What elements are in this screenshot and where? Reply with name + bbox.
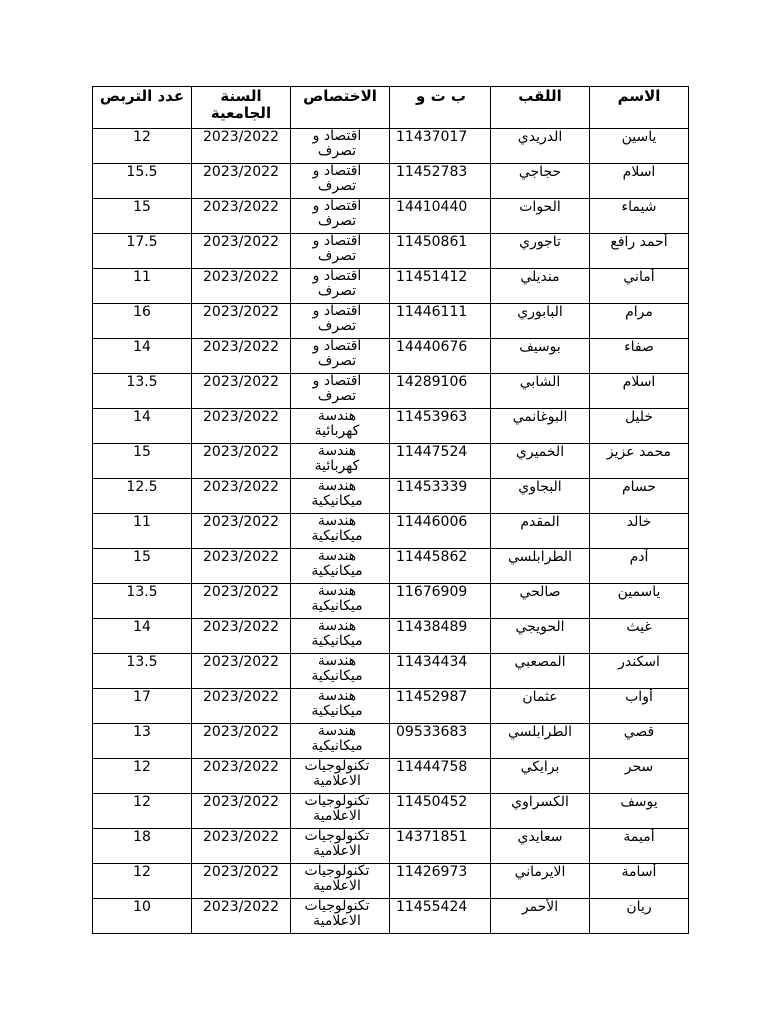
- header-score: عدد التربص: [93, 87, 192, 129]
- cell-first-name: ريان: [590, 899, 689, 934]
- cell-score: 11: [93, 269, 192, 304]
- cell-specialty: تكنولوجيات الاعلامية: [291, 899, 390, 934]
- table-row: [93, 829, 689, 864]
- cell-id-number: 11451412: [390, 269, 491, 304]
- cell-academic-year: 2023/2022: [192, 654, 291, 689]
- cell-score: 12: [93, 759, 192, 794]
- cell-id-number: 14371851: [390, 829, 491, 864]
- cell-first-name: صفاء: [590, 339, 689, 374]
- cell-last-name: الشابي: [491, 374, 590, 409]
- cell-id-number: 11452783: [390, 164, 491, 199]
- cell-academic-year: 2023/2022: [192, 234, 291, 269]
- cell-specialty: اقتصاد و تصرف: [291, 339, 390, 374]
- cell-last-name: الأحمر: [491, 899, 590, 934]
- cell-id-number: 14289106: [390, 374, 491, 409]
- cell-id-number: 11452987: [390, 689, 491, 724]
- cell-academic-year: 2023/2022: [192, 164, 291, 199]
- cell-first-name: أسامة: [590, 864, 689, 899]
- cell-score: 13.5: [93, 654, 192, 689]
- cell-specialty: هندسة ميكانيكية: [291, 724, 390, 759]
- cell-academic-year: 2023/2022: [192, 899, 291, 934]
- cell-academic-year: 2023/2022: [192, 409, 291, 444]
- cell-first-name: خالد: [590, 514, 689, 549]
- cell-academic-year: 2023/2022: [192, 689, 291, 724]
- table-row: [93, 689, 689, 724]
- cell-specialty: اقتصاد و تصرف: [291, 304, 390, 339]
- table-row: [93, 514, 689, 549]
- cell-first-name: اسكندر: [590, 654, 689, 689]
- cell-first-name: مرام: [590, 304, 689, 339]
- cell-academic-year: 2023/2022: [192, 864, 291, 899]
- cell-score: 12: [93, 129, 192, 164]
- cell-last-name: برايكي: [491, 759, 590, 794]
- cell-first-name: سحر: [590, 759, 689, 794]
- cell-last-name: الحوات: [491, 199, 590, 234]
- cell-specialty: هندسة ميكانيكية: [291, 514, 390, 549]
- cell-last-name: المقدم: [491, 514, 590, 549]
- table-row: [93, 339, 689, 374]
- cell-id-number: 11446111: [390, 304, 491, 339]
- table-row: [93, 304, 689, 339]
- table-row: [93, 409, 689, 444]
- table-row: [93, 479, 689, 514]
- cell-specialty: هندسة كهربائية: [291, 444, 390, 479]
- cell-academic-year: 2023/2022: [192, 619, 291, 654]
- cell-last-name: البوغانمي: [491, 409, 590, 444]
- cell-specialty: هندسة ميكانيكية: [291, 584, 390, 619]
- cell-first-name: اسلام: [590, 374, 689, 409]
- cell-last-name: البابوري: [491, 304, 590, 339]
- cell-last-name: بوسيف: [491, 339, 590, 374]
- header-academic-year: السنة الجامعية: [192, 87, 291, 129]
- cell-id-number: 09533683: [390, 724, 491, 759]
- cell-id-number: 14440676: [390, 339, 491, 374]
- cell-score: 14: [93, 409, 192, 444]
- cell-last-name: صالحي: [491, 584, 590, 619]
- cell-id-number: 11453339: [390, 479, 491, 514]
- cell-first-name: أواب: [590, 689, 689, 724]
- cell-id-number: 11426973: [390, 864, 491, 899]
- cell-last-name: منديلي: [491, 269, 590, 304]
- cell-score: 17.5: [93, 234, 192, 269]
- cell-academic-year: 2023/2022: [192, 444, 291, 479]
- cell-first-name: غيث: [590, 619, 689, 654]
- table-row: [93, 724, 689, 759]
- cell-score: 17: [93, 689, 192, 724]
- table-header: [93, 87, 689, 129]
- cell-specialty: هندسة كهربائية: [291, 409, 390, 444]
- cell-last-name: تاجوري: [491, 234, 590, 269]
- cell-first-name: يوسف: [590, 794, 689, 829]
- cell-id-number: 14410440: [390, 199, 491, 234]
- cell-id-number: 11453963: [390, 409, 491, 444]
- header-specialty: الاختصاص: [291, 87, 390, 129]
- cell-last-name: المصعبي: [491, 654, 590, 689]
- cell-first-name: أميمة: [590, 829, 689, 864]
- table-row: [93, 444, 689, 479]
- cell-score: 12: [93, 864, 192, 899]
- cell-score: 13.5: [93, 374, 192, 409]
- cell-last-name: سعايدي: [491, 829, 590, 864]
- table-row: [93, 864, 689, 899]
- cell-score: 12: [93, 794, 192, 829]
- cell-first-name: قصي: [590, 724, 689, 759]
- cell-specialty: تكنولوجيات الاعلامية: [291, 794, 390, 829]
- table-row: [93, 549, 689, 584]
- cell-academic-year: 2023/2022: [192, 374, 291, 409]
- cell-academic-year: 2023/2022: [192, 129, 291, 164]
- cell-academic-year: 2023/2022: [192, 339, 291, 374]
- cell-first-name: شيماء: [590, 199, 689, 234]
- cell-last-name: الطرابلسي: [491, 549, 590, 584]
- cell-first-name: آدم: [590, 549, 689, 584]
- cell-score: 10: [93, 899, 192, 934]
- cell-last-name: الايرماني: [491, 864, 590, 899]
- cell-specialty: اقتصاد و تصرف: [291, 269, 390, 304]
- table-row: [93, 129, 689, 164]
- cell-first-name: اسلام: [590, 164, 689, 199]
- header-row: [93, 87, 689, 129]
- students-table: [92, 86, 689, 934]
- cell-specialty: تكنولوجيات الاعلامية: [291, 759, 390, 794]
- cell-academic-year: 2023/2022: [192, 269, 291, 304]
- cell-first-name: محمد عزيز: [590, 444, 689, 479]
- cell-last-name: البجاوي: [491, 479, 590, 514]
- cell-score: 13: [93, 724, 192, 759]
- cell-first-name: حسام: [590, 479, 689, 514]
- table-row: [93, 234, 689, 269]
- table-row: [93, 654, 689, 689]
- cell-academic-year: 2023/2022: [192, 514, 291, 549]
- cell-id-number: 11445862: [390, 549, 491, 584]
- header-id-number: ب ت و: [390, 87, 491, 129]
- cell-score: 15: [93, 549, 192, 584]
- cell-last-name: حجاجي: [491, 164, 590, 199]
- cell-specialty: تكنولوجيات الاعلامية: [291, 864, 390, 899]
- cell-last-name: الخميري: [491, 444, 590, 479]
- table-row: [93, 619, 689, 654]
- cell-score: 15.5: [93, 164, 192, 199]
- cell-id-number: 11438489: [390, 619, 491, 654]
- cell-score: 12.5: [93, 479, 192, 514]
- cell-academic-year: 2023/2022: [192, 199, 291, 234]
- cell-id-number: 11455424: [390, 899, 491, 934]
- cell-specialty: تكنولوجيات الاعلامية: [291, 829, 390, 864]
- cell-id-number: 11450452: [390, 794, 491, 829]
- cell-specialty: اقتصاد و تصرف: [291, 199, 390, 234]
- cell-score: 14: [93, 339, 192, 374]
- header-last-name: اللقب: [491, 87, 590, 129]
- cell-score: 16: [93, 304, 192, 339]
- table-row: [93, 164, 689, 199]
- table-row: [93, 759, 689, 794]
- table-row: [93, 374, 689, 409]
- cell-academic-year: 2023/2022: [192, 584, 291, 619]
- cell-id-number: 11437017: [390, 129, 491, 164]
- cell-id-number: 11434434: [390, 654, 491, 689]
- cell-academic-year: 2023/2022: [192, 549, 291, 584]
- cell-last-name: عثمان: [491, 689, 590, 724]
- cell-last-name: الكسراوي: [491, 794, 590, 829]
- cell-score: 11: [93, 514, 192, 549]
- cell-specialty: هندسة ميكانيكية: [291, 549, 390, 584]
- header-first-name: الاسم: [590, 87, 689, 129]
- cell-id-number: 11444758: [390, 759, 491, 794]
- cell-first-name: ياسمين: [590, 584, 689, 619]
- cell-specialty: هندسة ميكانيكية: [291, 689, 390, 724]
- cell-academic-year: 2023/2022: [192, 304, 291, 339]
- cell-id-number: 11450861: [390, 234, 491, 269]
- cell-specialty: اقتصاد و تصرف: [291, 129, 390, 164]
- cell-specialty: اقتصاد و تصرف: [291, 164, 390, 199]
- cell-score: 15: [93, 199, 192, 234]
- cell-last-name: الحويجي: [491, 619, 590, 654]
- cell-score: 13.5: [93, 584, 192, 619]
- cell-first-name: خليل: [590, 409, 689, 444]
- cell-specialty: هندسة ميكانيكية: [291, 619, 390, 654]
- cell-specialty: هندسة ميكانيكية: [291, 654, 390, 689]
- cell-first-name: أحمد رافع: [590, 234, 689, 269]
- cell-id-number: 11447524: [390, 444, 491, 479]
- cell-id-number: 11446006: [390, 514, 491, 549]
- table-row: [93, 794, 689, 829]
- table-row: [93, 199, 689, 234]
- cell-academic-year: 2023/2022: [192, 829, 291, 864]
- table-row: [93, 584, 689, 619]
- cell-first-name: ياسين: [590, 129, 689, 164]
- cell-academic-year: 2023/2022: [192, 759, 291, 794]
- cell-academic-year: 2023/2022: [192, 794, 291, 829]
- cell-specialty: اقتصاد و تصرف: [291, 374, 390, 409]
- cell-first-name: أماني: [590, 269, 689, 304]
- cell-last-name: الدريدي: [491, 129, 590, 164]
- cell-academic-year: 2023/2022: [192, 479, 291, 514]
- cell-score: 18: [93, 829, 192, 864]
- cell-specialty: اقتصاد و تصرف: [291, 234, 390, 269]
- cell-specialty: هندسة ميكانيكية: [291, 479, 390, 514]
- table-row: [93, 899, 689, 934]
- cell-academic-year: 2023/2022: [192, 724, 291, 759]
- cell-id-number: 11676909: [390, 584, 491, 619]
- cell-last-name: الطرابلسي: [491, 724, 590, 759]
- table-row: [93, 269, 689, 304]
- cell-score: 15: [93, 444, 192, 479]
- cell-score: 14: [93, 619, 192, 654]
- table-body: [93, 129, 689, 934]
